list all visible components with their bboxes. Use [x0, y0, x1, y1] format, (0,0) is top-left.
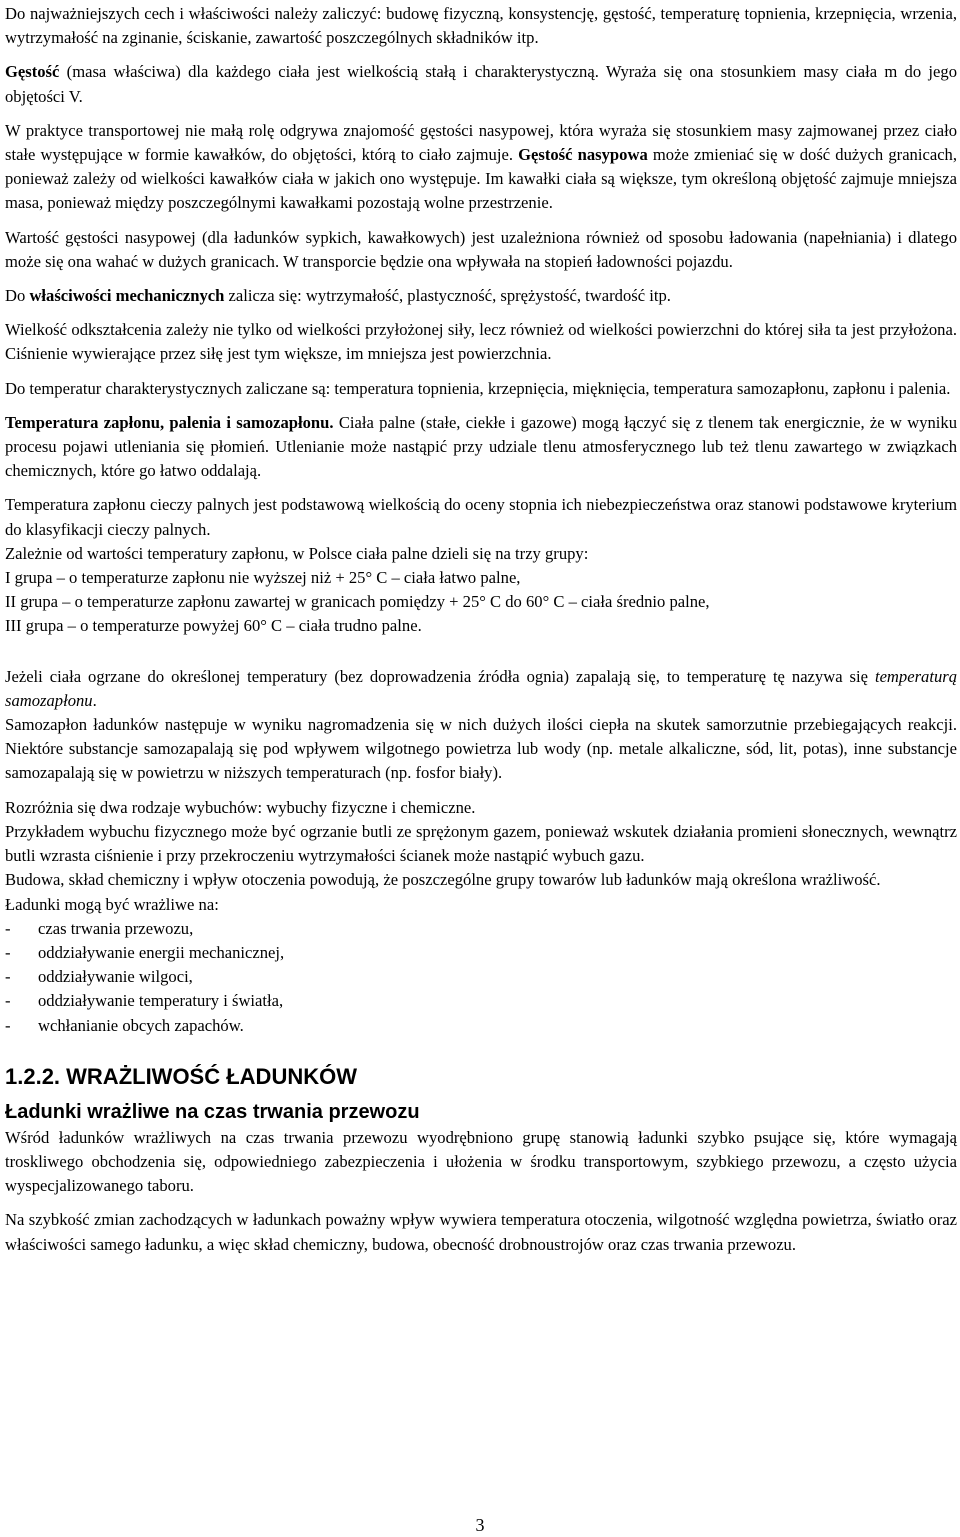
paragraph-density-text: (masa właściwa) dla każdego ciała jest wielkością stałą i charakterystyczną. Wyraża się ona stosunkiem masy ciała m do jego objętości V.	[5, 62, 957, 106]
list-dash: -	[5, 967, 11, 987]
term-autoignition-temperature: temperaturą samozapłonu	[5, 666, 957, 710]
paragraph-bulk-density	[5, 119, 957, 216]
paragraph-mechanical	[5, 284, 957, 308]
page-number: 3	[475, 1515, 485, 1535]
term-bulk-density: Gęstość nasypowa	[518, 145, 648, 165]
list-dash: -	[5, 991, 11, 1011]
paragraph-ignition	[5, 411, 957, 484]
section-heading: 1.2.2. WRAŻLIWOŚĆ ŁADUNKÓW	[5, 1063, 357, 1089]
list-intro: Ładunki mogą być wrażliwe na:	[5, 894, 219, 914]
groups-intro: Zależnie od wartości temperatury zapłonu, w Polsce ciała palne dzieli się na trzy grupy:	[5, 543, 589, 563]
list-item	[5, 989, 957, 1013]
list-dash: -	[5, 918, 11, 938]
list-item	[5, 1014, 957, 1038]
paragraph-characteristic-temperatures: Do temperatur charakterystycznych zaliczane są: temperatura topnienia, krzepnięcia, mięknięcia, temperatura samozapłonu, zapłonu i palenia.	[5, 378, 951, 398]
list-item-text: oddziaływanie temperatury i światła,	[38, 991, 284, 1011]
group-item: II grupa – o temperaturze zapłonu zawartej w granicach pomiędzy + 25° C do 60° C – ciała średnio palne,	[5, 592, 710, 612]
mechanical-text-a: Do	[5, 286, 30, 306]
paragraph-autoignition	[5, 665, 957, 713]
autoignition-end: .	[92, 690, 97, 710]
list-item-text: czas trwania przewozu,	[38, 918, 194, 938]
paragraph-density	[5, 60, 957, 108]
mechanical-text-b: zalicza się: wytrzymałość, plastyczność, sprężystość, twardość itp.	[224, 286, 671, 306]
paragraph-properties: Do najważniejszych cech i właściwości należy zaliczyć: budowę fizyczną, konsystencję, gęstość, temperaturę topnienia, krzepnięcia, wrzenia, wytrzymałość na zginanie, ściskanie, zawartość poszczególnych składników itp.	[5, 4, 957, 48]
group-item: I grupa – o temperaturze zapłonu nie wyższej niż + 25° C – ciała łatwo palne,	[5, 568, 521, 588]
list-item	[5, 941, 957, 965]
term-ignition-temperature: Temperatura zapłonu, palenia i samozapłonu.	[5, 412, 334, 432]
ignition-text: Ciała palne (stałe, ciekłe i gazowe) mogą łączyć się z tlenem tak energicznie, że w wyniku procesu pojawi utleniania się płomień. Utlenianie może nastąpić przy udziale tlenu atmosferycznego lub też tlenu zawartego w związkach chemicznych, które go łatwo oddalają.	[5, 412, 957, 481]
list-item	[5, 917, 957, 941]
subsection-heading: Ładunki wrażliwe na czas trwania przewozu	[5, 1100, 420, 1123]
paragraph-self-ignition: Samozapłon ładunków następuje w wyniku nagromadzenia się w nich dużych ilości ciepła na skutek samorzutnie przebiegających reakcji. Niektóre substancje samozapalają się pod wpływem wilgotnego powietrza lub wody (np. metale alkaliczne, sód, lit, potas), inne substancje samozapalają się w powietrzu w niższych temperaturach (np. fosfor biały).	[5, 715, 957, 783]
paragraph-perishable-goods: Wśród ładunków wrażliwych na czas trwania przewozu wyodrębniono grupę stanowią ładunki szybko psujące się, które wymagają troskliwego obchodzenia się, odpowiedniego zabezpieczenia i ułożenia w środku transportowym, szybkiego przewozu, a często użycia wyspecjalizowanego taboru.	[5, 1127, 957, 1196]
paragraph-sensitivity: Budowa, skład chemiczny i wpływ otoczenia powodują, że poszczególne grupy towarów lub ładunków mają określona wrażliwość.	[5, 870, 881, 890]
list-item-text: oddziaływanie energii mechanicznej,	[38, 942, 285, 962]
paragraph-physical-explosion: Przykładem wybuchu fizycznego może być ogrzanie butli ze sprężonym gazem, ponieważ wskutek działania promieni słonecznych, wewnątrz butli wzrasta ciśnienie i przy przekroczeniu wytrzymałości ścianek może nastąpić wybuch gazu.	[5, 821, 957, 866]
paragraph-change-rate: Na szybkość zmian zachodzących w ładunkach poważny wpływ wywiera temperatura otoczenia, wilgotność względna powietrza, światło oraz właściwości samego ładunku, a więc skład chemiczny, budowa, obecność drobnoustrojów oraz czas trwania przewozu.	[5, 1210, 957, 1254]
list-item-text: wchłanianie obcych zapachów.	[38, 1015, 244, 1035]
bulk-density-text-b: może zmieniać się w dość dużych granicach, ponieważ zależy od wielkości kawałków ciała w jakich ono występuje. Im kawałki ciała są większe, tym określoną objętość zajmuje mniejsza masa, ponieważ między poszczególnymi kawałkami pozostają wolne przestrzenie.	[5, 145, 958, 213]
autoignition-text: Jeżeli ciała ogrzane do określonej temperatury (bez doprowadzenia źródła ognia) zapalają się, to temperaturę tę nazywa się	[5, 666, 875, 686]
paragraph-flash-point: Temperatura zapłonu cieczy palnych jest podstawową wielkością do oceny stopnia ich niebezpieczeństwa oraz stanowi podstawowe kryterium do klasyfikacji cieczy palnych.	[5, 495, 957, 539]
paragraph-deformation: Wielkość odkształcenia zależy nie tylko od wielkości przyłożonej siły, lecz również od wielkości powierzchni do której siła ta jest przyłożona. Ciśnienie wywierające przez siłę jest tym większe, im mniejsza jest powierzchnia.	[5, 320, 957, 364]
list-item	[5, 965, 957, 989]
group-item: III grupa – o temperaturze powyżej 60° C – ciała trudno palne.	[5, 616, 422, 636]
paragraph-explosion-types: Rozróżnia się dwa rodzaje wybuchów: wybuchy fizyczne i chemiczne.	[5, 797, 476, 817]
sensitivity-list	[5, 893, 957, 1038]
paragraph-bulk-density-value: Wartość gęstości nasypowej (dla ładunków sypkich, kawałkowych) jest uzależniona również od sposobu ładowania (napełniania) i dlatego może się ona wahać w dużych granicach. W transporcie będzie ona wpływała na stopień ładowności pojazdu.	[5, 227, 957, 271]
flammability-groups	[5, 542, 957, 639]
term-mechanical-properties: właściwości mechanicznych	[29, 286, 225, 306]
document-page	[5, 2, 957, 1257]
list-dash: -	[5, 1015, 11, 1035]
term-density: Gęstość	[5, 62, 60, 82]
list-dash: -	[5, 942, 11, 962]
bulk-density-text-a: W praktyce transportowej nie małą rolę odgrywa znajomość gęstości nasypowej, która wyraża się stosunkiem masy zajmowanej przez ciało stałe występujące w formie kawałków, do objętości, którą to ciało zajmuje.	[5, 120, 957, 165]
list-item-text: oddziaływanie wilgoci,	[38, 967, 193, 987]
